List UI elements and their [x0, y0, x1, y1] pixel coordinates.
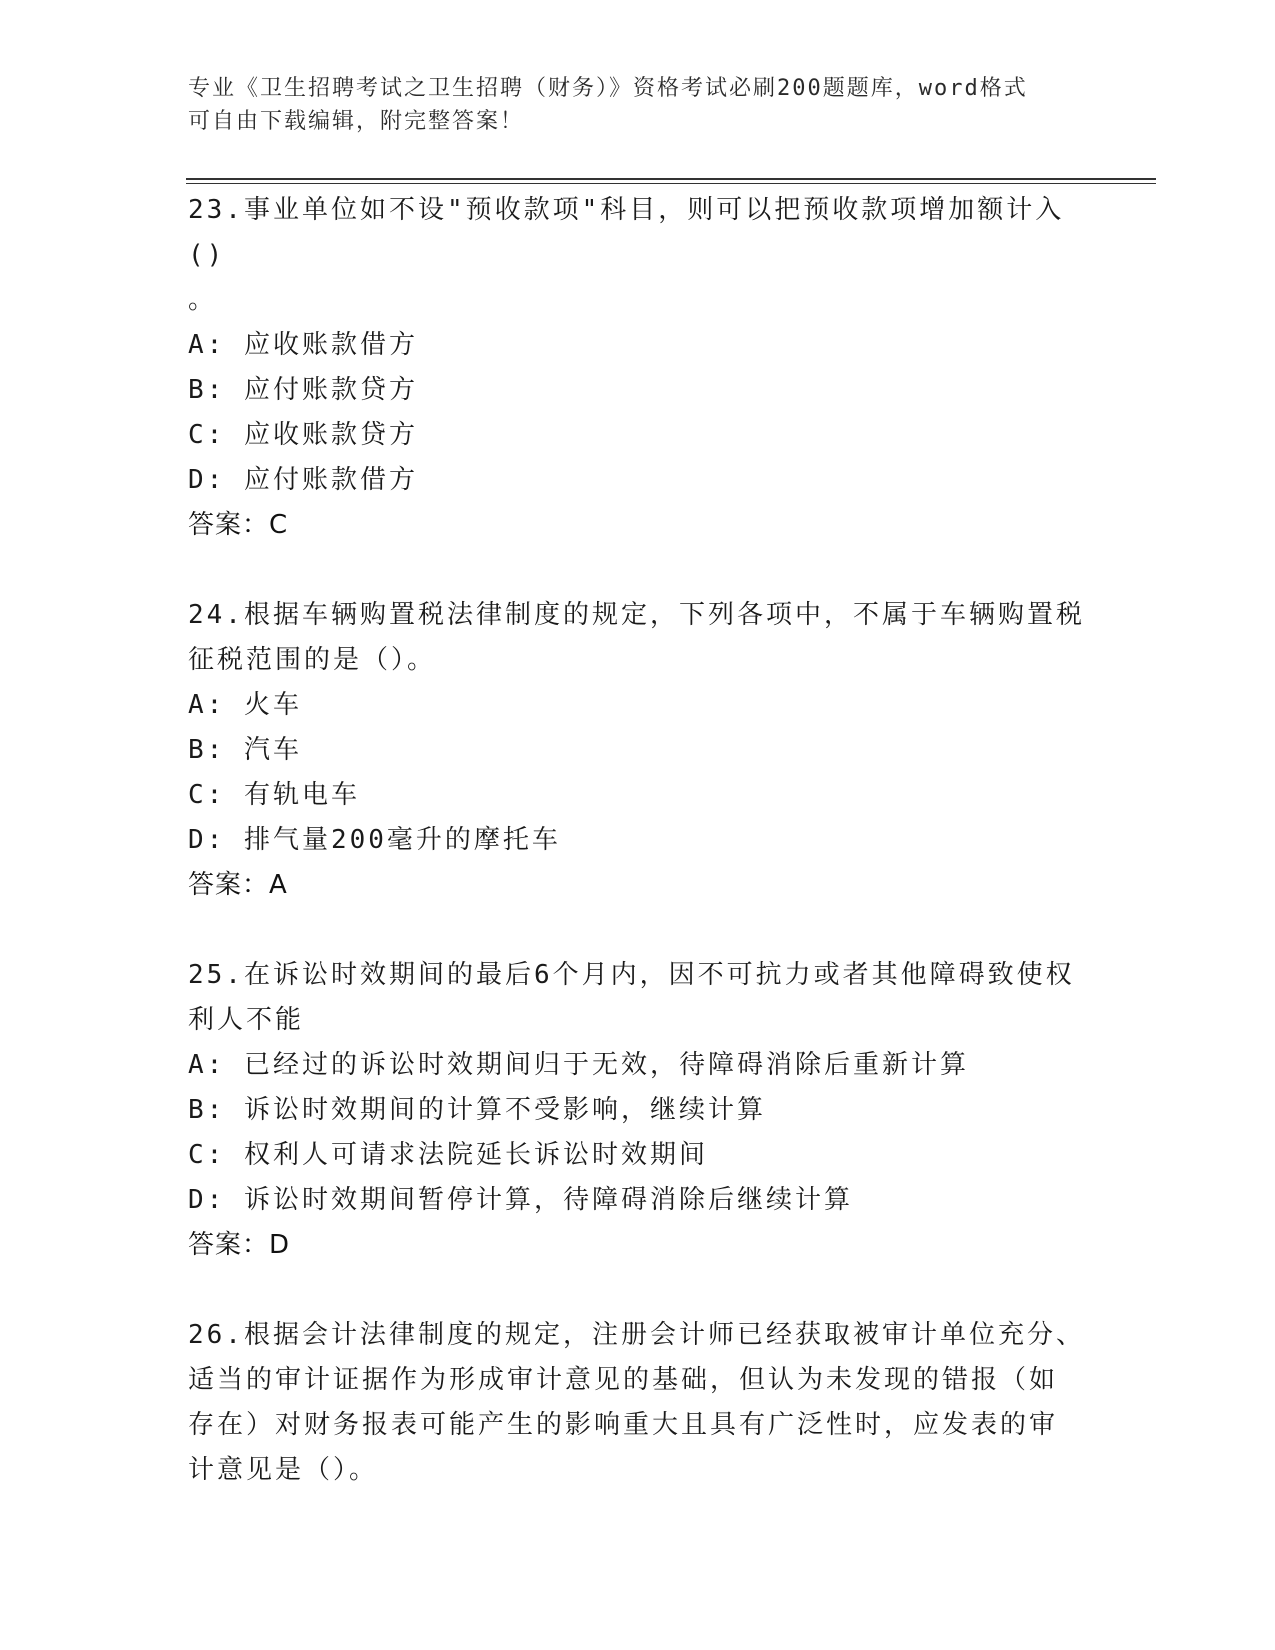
answer-line: 答案：D	[188, 1230, 291, 1260]
option-b: B: 应付账款贷方	[188, 375, 418, 405]
question-stem: 24.根据车辆购置税法律制度的规定，下列各项中，不属于车辆购置税	[188, 600, 1085, 630]
option-d: D: 应付账款借方	[188, 465, 418, 495]
header-line-1: 专业《卫生招聘考试之卫生招聘（财务）》资格考试必刷200题题库，word格式	[188, 76, 1028, 101]
question-stem: 26.根据会计法律制度的规定，注册会计师已经获取被审计单位充分、	[188, 1320, 1085, 1350]
question-list	[188, 188, 1088, 1538]
header-divider-thick	[186, 178, 1156, 180]
option-d: D: 排气量200毫升的摩托车	[188, 825, 561, 855]
answer-line: 答案：C	[188, 510, 289, 540]
header-divider-thin	[186, 183, 1156, 184]
header-line-2: 可自由下载编辑，附完整答案！	[188, 109, 525, 134]
question-26	[188, 1313, 1088, 1493]
question-stem: 23.事业单位如不设"预收款项"科目，则可以把预收款项增加额计入()	[188, 195, 1065, 270]
question-stem: 征税范围的是（）。	[188, 645, 437, 675]
question-25	[188, 953, 1088, 1268]
option-b: B: 诉讼时效期间的计算不受影响，继续计算	[188, 1095, 766, 1125]
question-24	[188, 593, 1088, 908]
option-a: A: 已经过的诉讼时效期间归于无效，待障碍消除后重新计算	[188, 1050, 969, 1080]
option-d: D: 诉讼时效期间暂停计算，待障碍消除后继续计算	[188, 1185, 853, 1215]
option-c: C: 权利人可请求法院延长诉讼时效期间	[188, 1140, 708, 1170]
question-23	[188, 188, 1088, 548]
option-a: A: 应收账款借方	[188, 330, 418, 360]
option-a: A: 火车	[188, 690, 302, 720]
question-stem: 。	[188, 285, 218, 315]
answer-line: 答案：A	[188, 870, 288, 900]
question-stem: 适当的审计证据作为形成审计意见的基础，但认为未发现的错报（如	[188, 1365, 1059, 1395]
option-b: B: 汽车	[188, 735, 302, 765]
document-header	[188, 72, 1068, 138]
question-stem: 计意见是（）。	[188, 1455, 379, 1485]
question-stem: 利人不能	[188, 1005, 305, 1035]
option-c: C: 有轨电车	[188, 780, 360, 810]
question-stem: 存在）对财务报表可能产生的影响重大且具有广泛性时，应发表的审	[188, 1410, 1059, 1440]
question-stem: 25.在诉讼时效期间的最后6个月内，因不可抗力或者其他障碍致使权	[188, 960, 1075, 990]
option-c: C: 应收账款贷方	[188, 420, 418, 450]
